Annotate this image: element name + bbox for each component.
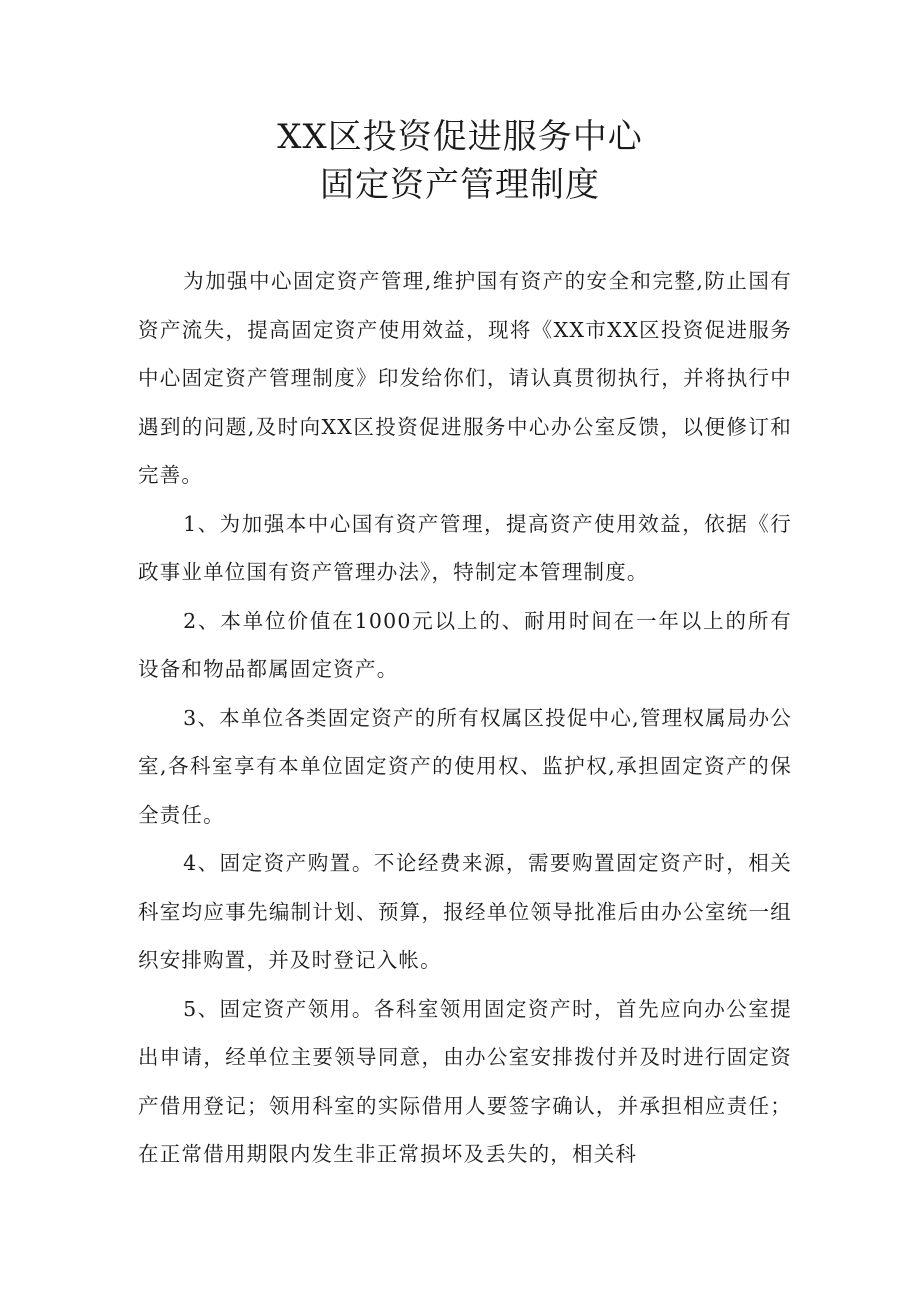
- paragraph-1: 1、为加强本中心国有资产管理，提高资产使用效益，依据《行政事业单位国有资产管理办法》，特制定本管理制度。: [138, 511, 792, 584]
- document-title-line2: 固定资产管理制度: [320, 165, 600, 205]
- document-body: [138, 257, 792, 1179]
- paragraph-4: 4、固定资产购置。不论经费来源，需要购置固定资产时，相关科室均应事先编制计划、预算，报经单位领导批准后由办公室统一组织安排购置，并及时登记入帐。: [138, 851, 792, 972]
- paragraph-intro: 为加强中心固定资产管理,维护国有资产的安全和完整,防止国有资产流失，提高固定资产使用效益，现将《XX市XX区投资促进服务中心固定资产管理制度》印发给你们，请认真贯彻执行，并将执行中遇到的问题,及时向XX区投资促进服务中心办公室反馈，以便修订和完善。: [138, 269, 792, 487]
- paragraph-3: 3、本单位各类固定资产的所有权属区投促中心,管理权属局办公室,各科室享有本单位固定资产的使用权、监护权,承担固定资产的保全责任。: [138, 705, 792, 827]
- document-title-line1: XX区投资促进服务中心: [277, 117, 643, 157]
- paragraph-2: 2、本单位价值在1000元以上的、耐用时间在一年以上的所有设备和物品都属固定资产。: [138, 608, 792, 681]
- paragraph-5: 5、固定资产领用。各科室领用固定资产时，首先应向办公室提出申请，经单位主要领导同意，由办公室安排拨付并及时进行固定资产借用登记；领用科室的实际借用人要签字确认，并承担相应责任；在正常借用期限内发生非正常损坏及丢失的，相关科: [138, 996, 792, 1166]
